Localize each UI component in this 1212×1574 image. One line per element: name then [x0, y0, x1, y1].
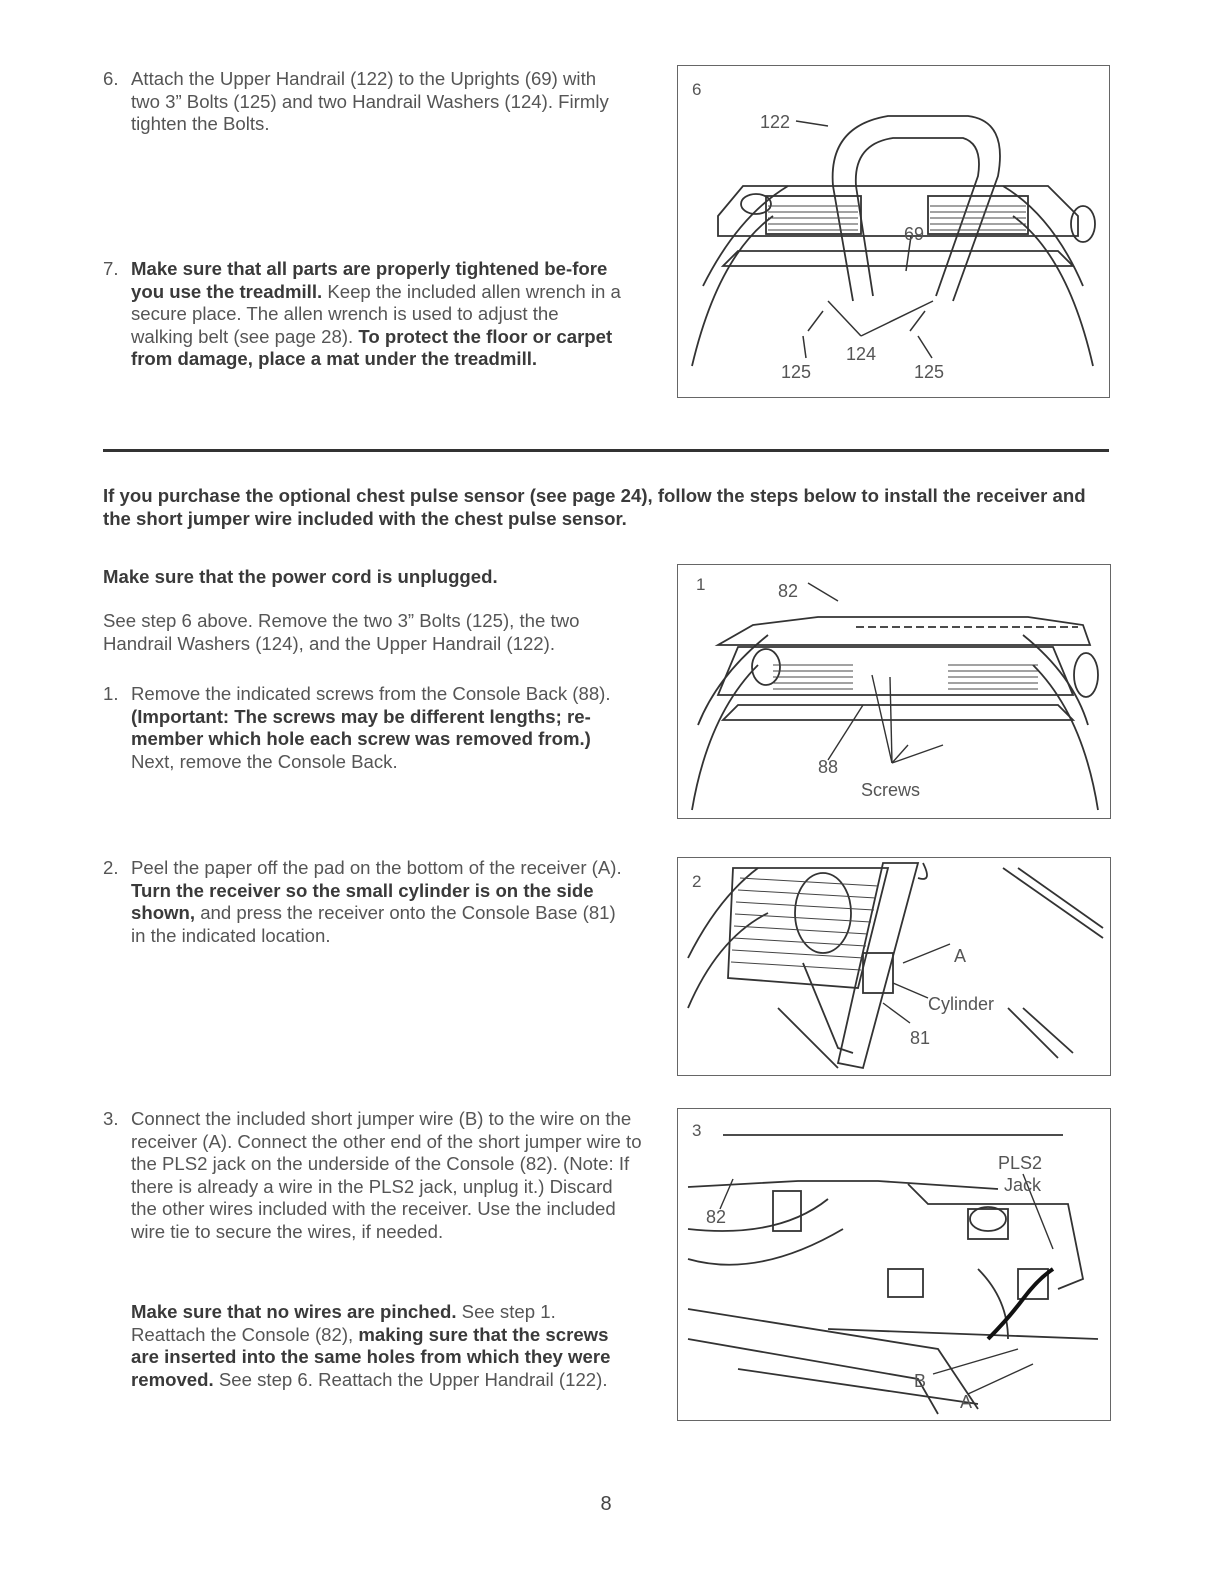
label-69: 69 — [904, 224, 925, 244]
step-bold-text: (Important: The screws may be different lengths; re-member which hole each screw was removed from.) — [131, 705, 591, 749]
step-number: 6. — [103, 68, 119, 89]
wiring-drawing — [678, 1109, 1109, 1419]
label-88: 88 — [818, 757, 839, 777]
figure-number: 1 — [696, 575, 706, 594]
step-number: 1. — [103, 683, 119, 704]
receiver-drawing — [678, 858, 1109, 1074]
figure-1 — [677, 564, 1111, 819]
label-82: 82 — [778, 581, 799, 601]
final-paragraph — [131, 1301, 631, 1391]
section-divider — [103, 449, 1109, 452]
step-number: 7. — [103, 258, 119, 279]
intro-text: If you purchase the optional chest pulse sensor (see page 24), follow the steps below to install the receiver and the short jumper wire included with the chest pulse sensor. — [103, 485, 1086, 529]
final-plain-text-2: See step 6. Reattach the Upper Handrail (122). — [213, 1368, 608, 1390]
step-7 — [103, 258, 623, 371]
page-number: 8 — [600, 1493, 612, 1515]
label-cylinder: Cylinder — [928, 994, 995, 1014]
label-82: 82 — [706, 1207, 727, 1227]
step-plain-text: Keep the included allen wrench in a secure place. The allen wrench is used to adjust the walking belt (see page 28). — [131, 280, 621, 347]
step-text — [131, 258, 623, 371]
label-122: 122 — [760, 112, 791, 132]
final-plain-text: See step 1. Reattach the Console (82), — [131, 1301, 556, 1345]
step-3 — [103, 1108, 643, 1243]
label-a: A — [960, 1392, 973, 1412]
step-plain-text: Peel the paper off the pad on the bottom of the receiver (A). — [131, 857, 622, 878]
figure-2 — [677, 857, 1111, 1076]
step-text: Connect the included short jumper wire (B) to the wire on the receiver (A). Connect the other end of the short jumper wire to the PLS2 jack on the underside of the Console (82). (Note: If there is already a wire in the PLS2 jack, unplug it.) Discard the other wires included with the receiver. Use the included wire tie to secure the wires, if needed. — [131, 1108, 642, 1242]
label-screws: Screws — [861, 780, 921, 800]
figure-number: 6 — [692, 80, 702, 99]
label-125-right: 125 — [914, 362, 945, 382]
label-124: 124 — [846, 344, 877, 364]
step-plain-text-2: and press the receiver onto the Console Base (81) in the indicated location. — [131, 902, 616, 946]
step-bold-text: Turn the receiver so the small cylinder is on the side shown, — [131, 879, 594, 923]
warning-text: Make sure that the power cord is unplugged. — [103, 566, 498, 587]
step-6 — [103, 68, 623, 136]
step-bold-text: Make sure that all parts are properly tightened be-fore you use the treadmill. — [131, 258, 608, 302]
figure-number: 2 — [692, 872, 702, 891]
step-text — [131, 857, 633, 947]
label-b: B — [914, 1371, 927, 1391]
step-text — [131, 683, 633, 773]
step-plain-text-2: Next, remove the Console Back. — [131, 750, 398, 772]
figure-6 — [677, 65, 1110, 398]
label-a: A — [954, 946, 967, 966]
step-text: Attach the Upper Handrail (122) to the Uprights (69) with two 3” Bolts (125) and two Handrail Washers (124). Firmly tighten the Bolts. — [131, 68, 609, 134]
step-number: 3. — [103, 1108, 119, 1129]
final-bold-text: Make sure that no wires are pinched. — [131, 1301, 457, 1322]
step-number: 2. — [103, 857, 119, 878]
figure-number: 3 — [692, 1121, 702, 1140]
step-2 — [103, 857, 633, 947]
handrail-drawing — [678, 66, 1108, 396]
label-pls2: PLS2 — [998, 1153, 1043, 1173]
step-1 — [103, 683, 633, 773]
figure-3 — [677, 1108, 1111, 1421]
see-step-text: See step 6 above. Remove the two 3” Bolts (125), the two Handrail Washers (124), and the Upper Handrail (122). — [103, 610, 580, 654]
step-bold-text-2: To protect the floor or carpet from damage, place a mat under the treadmill. — [131, 325, 613, 369]
label-81: 81 — [910, 1028, 931, 1048]
step-plain-text: Remove the indicated screws from the Console Back (88). — [131, 683, 611, 704]
final-bold-text-2: making sure that the screws are inserted into the same holes from which they were removed. — [131, 1323, 611, 1390]
label-jack: Jack — [1004, 1175, 1042, 1195]
label-125-left: 125 — [781, 362, 812, 382]
